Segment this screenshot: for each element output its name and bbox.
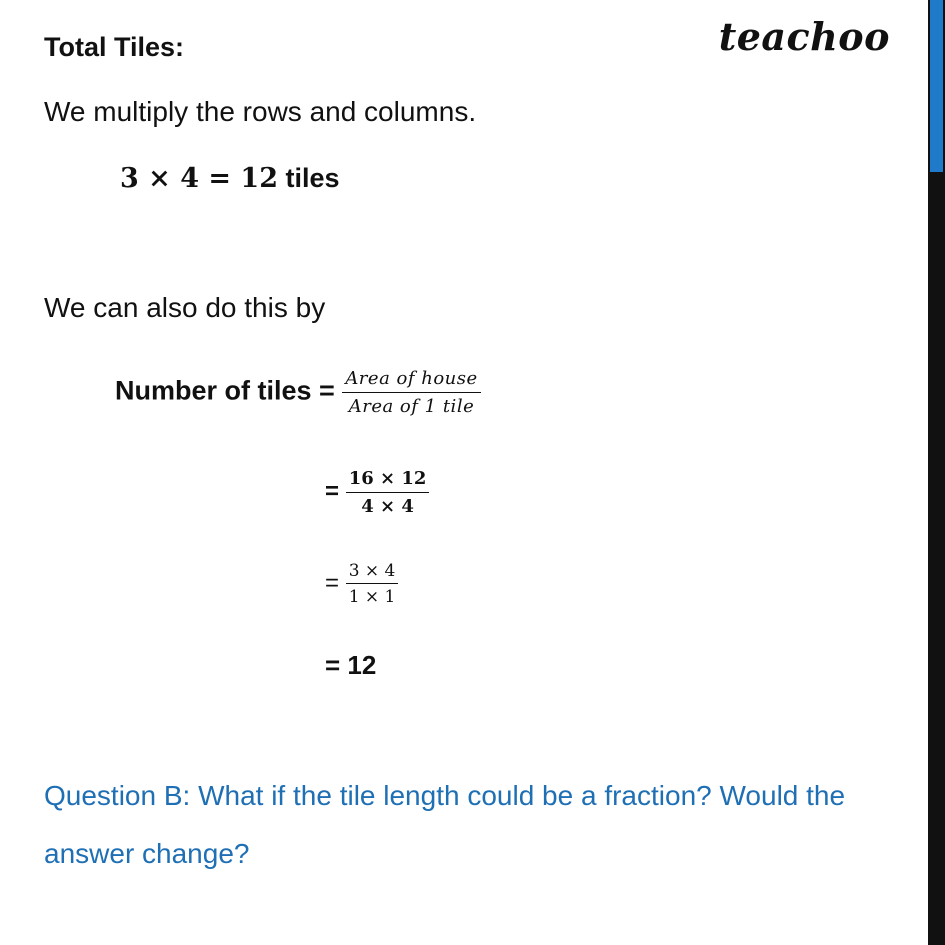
section-heading: Total Tiles: [44, 32, 185, 62]
intro-text: We multiply the rows and columns. [44, 96, 477, 127]
step2-row [325, 561, 398, 608]
formula-label: Number of tiles = [115, 375, 343, 406]
vertical-scrollbar[interactable] [928, 0, 945, 945]
product-equation [120, 163, 340, 194]
result-text: = 12 [325, 650, 377, 680]
step1-numerator: 16 × 12 [346, 468, 430, 493]
teachoo-logo: teachoo [718, 14, 890, 59]
scrollbar-thumb[interactable] [930, 0, 943, 172]
product-expression: 3 × 4 = 12 [120, 163, 278, 194]
step2-fraction [346, 561, 399, 608]
formula-row [115, 368, 481, 417]
step2-numerator: 3 × 4 [346, 561, 399, 584]
step2-prefix: = [325, 569, 346, 597]
step1-denominator: 4 × 4 [361, 495, 414, 517]
step2-denominator: 1 × 1 [348, 587, 396, 608]
formula-numerator: Area of house [342, 368, 480, 393]
question-line-2: answer change? [44, 838, 250, 869]
question-line-1: Question B: What if the tile length could be a fraction? Would the [44, 780, 846, 811]
product-unit: tiles [278, 163, 340, 193]
formula-denominator: Area of 1 tile [348, 395, 475, 417]
step1-row [325, 468, 429, 517]
step1-prefix: = [325, 477, 346, 505]
formula-fraction [342, 368, 480, 417]
step1-fraction [346, 468, 430, 517]
alternate-text: We can also do this by [44, 292, 326, 323]
question-b [44, 767, 845, 883]
